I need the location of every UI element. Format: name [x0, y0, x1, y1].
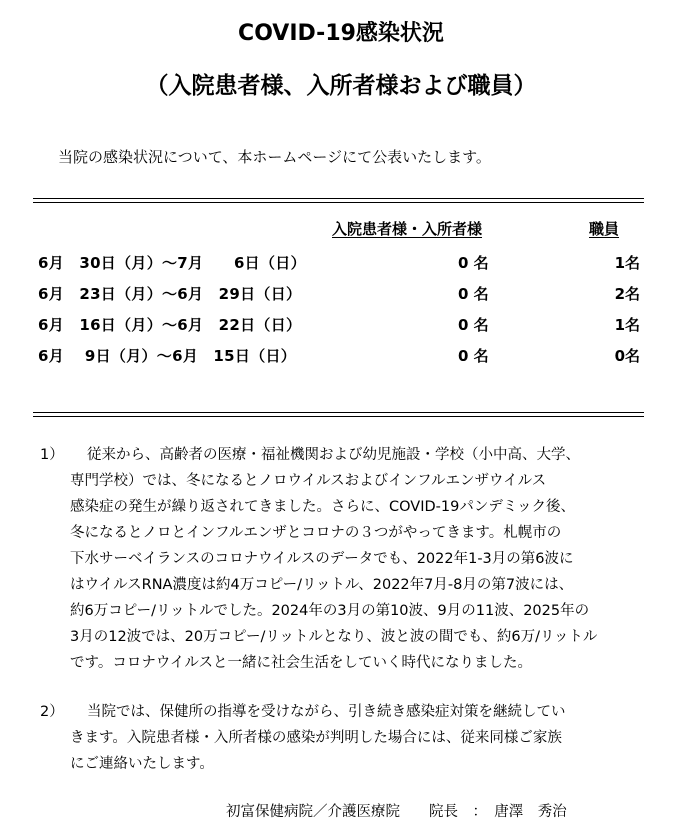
period-cell: 6月 9日（月）〜6月 15日（日） [38, 347, 297, 365]
header-patients: 入院患者様・入所者様 [332, 220, 483, 238]
page-subtitle: （入院患者様、入所者様および職員） [145, 73, 537, 99]
note-line: 3月の12波では、20万コピー/リットルとなり、波と波の間でも、約6万/リットル [70, 629, 598, 645]
patients-count-cell: 0 名 [458, 347, 489, 365]
patients-count-cell: 0 名 [458, 285, 489, 303]
staff-count-cell: 1名 [614, 316, 640, 334]
note-line: 約6万コピー/リットルでした。2024年の3月の第10波、9月の11波、2025年の [70, 603, 590, 619]
page-title: COVID-19感染状況 [238, 21, 444, 46]
period-cell: 6月 16日（月）〜6月 22日（日） [38, 316, 302, 334]
table-row [0, 283, 682, 309]
staff-count-cell: 1名 [614, 254, 640, 272]
note-line: 専門学校）では、冬になるとノロウイルスおよびインフルエンザウイルス [70, 473, 547, 489]
note-line: 冬になるとノロとインフルエンザとコロナの３つがやってきます。札幌市の [70, 525, 562, 541]
note-line: です。コロナウイルスと一緒に社会生活をしていく時代になりました。 [70, 655, 532, 671]
staff-count-cell: 0名 [614, 347, 640, 365]
signature: 初富保健病院／介護医療院 院長 ： 唐澤 秀治 [226, 804, 567, 820]
table-row [0, 345, 682, 371]
note-line: 当院では、保健所の指導を受けながら、引き続き感染症対策を継続してい [87, 704, 566, 720]
table-bottom-rule-inner [33, 416, 644, 417]
table-bottom-rule [33, 412, 644, 413]
note-line: きます。入院患者様・入所者様の感染が判明した場合には、従来同様ご家族 [70, 730, 562, 746]
patients-count-cell: 0 名 [458, 254, 489, 272]
table-top-rule [33, 198, 644, 199]
note-line: 従来から、高齢者の医療・福祉機関および幼児施設・学校（小中高、大学、 [87, 447, 580, 463]
note-line: 感染症の発生が繰り返されてきました。さらに、COVID-19パンデミック後、 [70, 499, 576, 515]
table-row [0, 252, 682, 278]
period-cell: 6月 23日（月）〜6月 29日（日） [38, 285, 302, 303]
note-line: はウイルスRNA濃度は約4万コピー/リットル、2022年7月-8月の第7波には、 [70, 577, 574, 593]
note-number: 2） [40, 704, 64, 720]
note-number: 1） [40, 447, 64, 463]
patients-count-cell: 0 名 [458, 316, 489, 334]
intro-text: 当院の感染状況について、本ホームページにて公表いたします。 [58, 148, 491, 166]
header-staff: 職員 [589, 220, 620, 238]
note-line: 下水サーベイランスのコロナウイルスのデータでも、2022年1-3月の第6波に [70, 551, 574, 567]
table-top-rule-inner [33, 202, 644, 203]
period-cell: 6月 30日（月）〜7月 6日（日） [38, 254, 306, 272]
table-row [0, 314, 682, 340]
staff-count-cell: 2名 [614, 285, 640, 303]
note-line: にご連絡いたします。 [70, 756, 214, 772]
